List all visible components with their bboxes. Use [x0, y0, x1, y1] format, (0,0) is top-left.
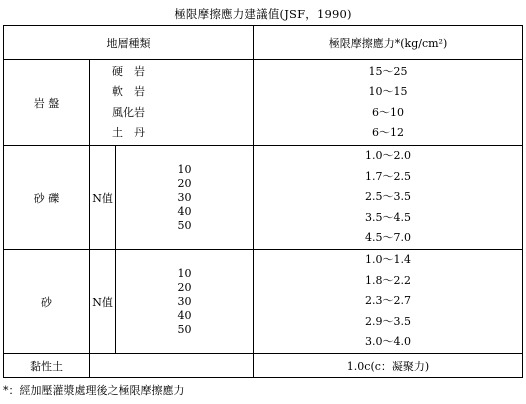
n-value: 50 — [177, 322, 192, 336]
n-value: 30 — [177, 294, 192, 308]
range-value: 1.0～1.4 — [365, 253, 411, 267]
rock-subtype: 風化岩 — [112, 105, 145, 119]
n-value: 40 — [177, 308, 192, 322]
table-row-sand — [4, 250, 523, 354]
range-value: 2.5～3.5 — [365, 190, 411, 204]
range-value: 3.0～4.0 — [365, 335, 411, 349]
sand-n-label: N值 — [90, 250, 116, 354]
table-header-row — [4, 26, 523, 60]
table-row-gravel — [4, 146, 523, 250]
n-value: 10 — [177, 266, 192, 280]
table-row-clay — [4, 354, 523, 378]
range-value: 6～10 — [372, 105, 404, 119]
clay-value: 1.0c(c：凝聚力) — [254, 354, 523, 378]
table-title: 極限摩擦應力建議值(JSF，1990) — [174, 7, 352, 21]
n-value: 50 — [177, 218, 192, 232]
range-value: 1.0～2.0 — [365, 149, 411, 163]
range-value: 4.5～7.0 — [365, 231, 411, 245]
sand-label: 砂 — [4, 250, 90, 354]
rock-subtype: 軟 岩 — [112, 85, 145, 98]
range-value: 3.5～4.5 — [365, 210, 411, 224]
sand-ranges — [254, 250, 523, 354]
n-value: 30 — [177, 190, 192, 204]
clay-empty-cell — [90, 354, 254, 378]
n-value: 40 — [177, 204, 192, 218]
n-value: 20 — [177, 280, 192, 294]
clay-label: 黏性土 — [4, 354, 90, 378]
range-value: 15～25 — [368, 64, 408, 78]
sand-n-values — [116, 250, 254, 354]
gravel-n-label: N值 — [90, 146, 116, 250]
range-value: 1.8～2.2 — [365, 273, 411, 287]
header-stratum-type: 地層種類 — [4, 26, 254, 60]
n-value: 10 — [177, 162, 192, 176]
header-friction-stress: 極限摩擦應力*(kg/cm²) — [254, 26, 523, 60]
gravel-ranges — [254, 146, 523, 250]
range-value: 6～12 — [372, 126, 404, 139]
rock-label: 岩 盤 — [4, 60, 90, 146]
rock-subtypes — [90, 60, 254, 146]
gravel-n-values — [116, 146, 254, 250]
range-value: 1.7～2.5 — [365, 169, 411, 183]
rock-subtype: 土 丹 — [112, 126, 145, 139]
range-value: 2.3～2.7 — [365, 294, 411, 308]
n-value: 20 — [177, 176, 192, 190]
rock-ranges — [254, 60, 523, 146]
range-value: 10～15 — [368, 85, 408, 98]
range-value: 2.9～3.5 — [365, 314, 411, 328]
gravel-label: 砂 礫 — [4, 146, 90, 250]
friction-stress-table — [3, 25, 523, 378]
rock-subtype: 硬 岩 — [112, 64, 145, 78]
table-row-rock — [4, 60, 523, 146]
footnote: *：經加壓灌漿處理後之極限摩擦應力 — [3, 384, 185, 397]
